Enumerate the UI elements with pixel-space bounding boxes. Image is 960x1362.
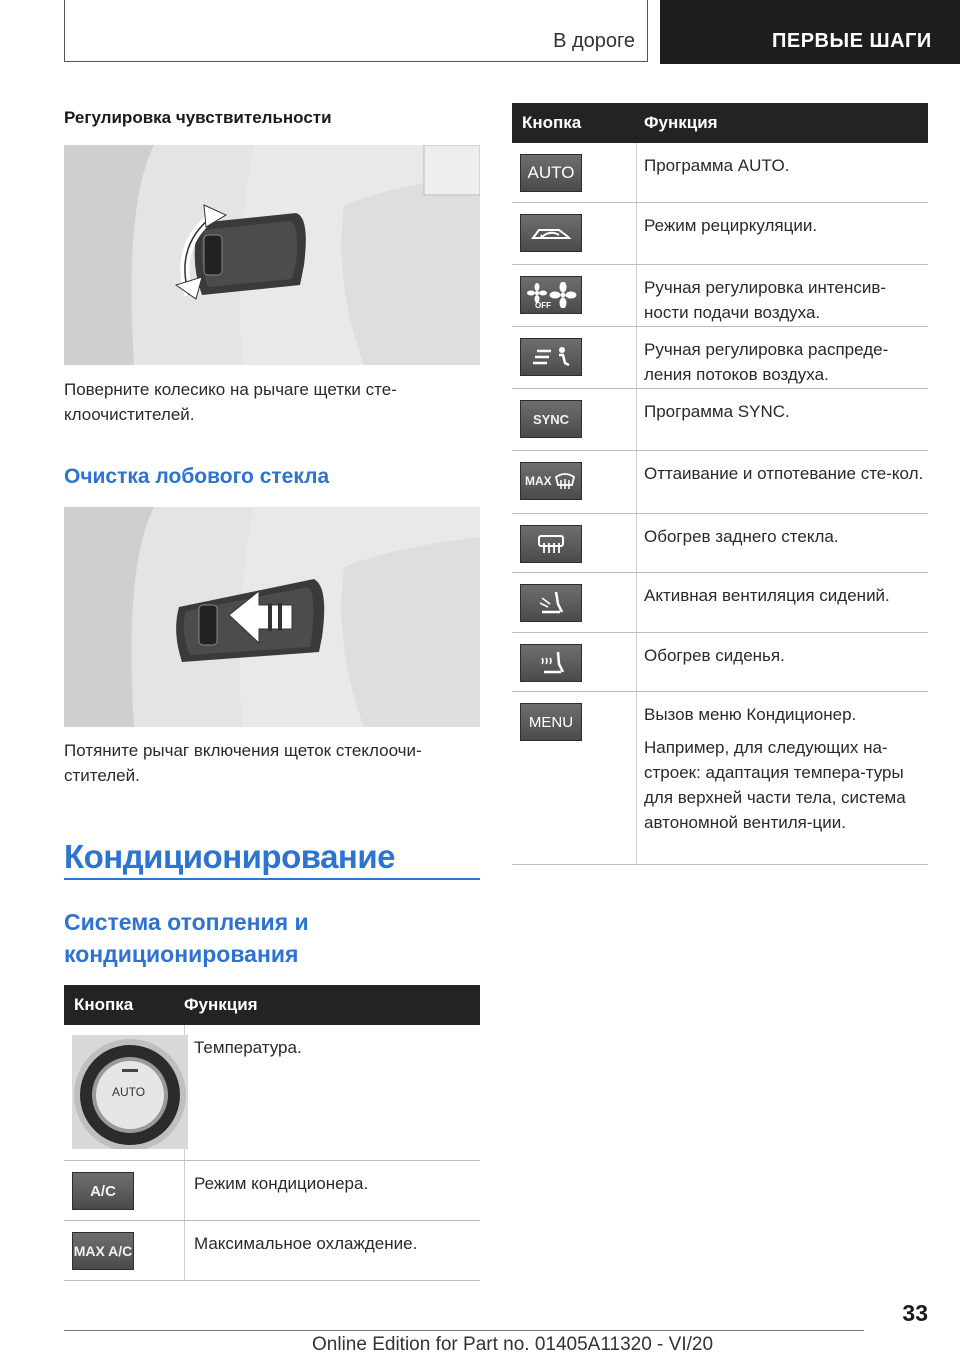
max-ac-button[interactable]: MAX A/C bbox=[72, 1232, 134, 1270]
row-function-text: Обогрев заднего стекла. bbox=[644, 527, 839, 546]
wiper-lever-illustration bbox=[64, 507, 480, 727]
max-defrost-button[interactable] bbox=[520, 462, 582, 500]
temperature-knob-icon[interactable] bbox=[72, 1035, 188, 1149]
table-row bbox=[512, 389, 928, 451]
header-section-title: В дороге bbox=[553, 30, 635, 52]
recirculation-button[interactable] bbox=[520, 214, 582, 252]
row-function-text: Максимальное охлаждение. bbox=[194, 1234, 418, 1253]
row-function-text: Ручная регулировка интенсив-ности подачи воздуха. bbox=[644, 278, 887, 322]
air-distribution-button[interactable] bbox=[520, 338, 582, 376]
col-button-header: Кнопка bbox=[522, 113, 582, 132]
table-row bbox=[512, 451, 928, 514]
wiper-wheel-illustration bbox=[64, 145, 480, 365]
col-button-header: Кнопка bbox=[74, 995, 134, 1014]
table-row bbox=[512, 633, 928, 692]
row-function-text: Оттаивание и отпотевание сте-кол. bbox=[644, 464, 924, 483]
fan-speed-button[interactable] bbox=[520, 276, 582, 314]
footer-edition: Online Edition for Part no. 01405A11320 - VI/20 bbox=[312, 1334, 714, 1355]
system-heading: Система отопления и кондиционирования bbox=[64, 909, 309, 967]
fan-icon bbox=[525, 282, 577, 308]
ac-heading-rule bbox=[64, 878, 480, 880]
header-section-box bbox=[64, 0, 648, 62]
row-function-text: Режим кондиционера. bbox=[194, 1174, 369, 1193]
rear-defrost-button[interactable] bbox=[520, 525, 582, 563]
table-row bbox=[512, 573, 928, 633]
max-label: MAX bbox=[525, 474, 552, 488]
seat-heating-button[interactable] bbox=[520, 644, 582, 682]
seat-ventilation-icon bbox=[536, 590, 566, 616]
row-function-text: Программа SYNC. bbox=[644, 402, 790, 421]
table-row bbox=[512, 514, 928, 573]
washing-text: Потяните рычаг включения щеток стеклоочи-стителей. bbox=[64, 741, 422, 785]
table-row bbox=[512, 203, 928, 265]
ac-heading: Кондиционирование bbox=[64, 838, 396, 875]
row-function-text: Режим рециркуляции. bbox=[644, 216, 818, 235]
auto-button[interactable]: AUTO bbox=[520, 154, 582, 192]
table-row bbox=[512, 143, 928, 203]
seat-heating-icon bbox=[536, 650, 566, 676]
table-header bbox=[512, 103, 928, 143]
row-function-text: Температура. bbox=[194, 1038, 302, 1057]
rear-defrost-icon bbox=[536, 533, 566, 555]
row-function-text bbox=[644, 702, 928, 843]
sync-button[interactable]: SYNC bbox=[520, 400, 582, 438]
header-chapter-title: ПЕРВЫЕ ШАГИ bbox=[772, 30, 932, 52]
recirculation-icon bbox=[529, 222, 573, 244]
controls-table-right bbox=[512, 103, 928, 865]
washing-heading: Очистка лобового стекла bbox=[64, 465, 330, 488]
knob-auto-label: AUTO bbox=[112, 1085, 146, 1099]
col-function-header: Функция bbox=[644, 113, 718, 132]
col-function-header: Функция bbox=[184, 995, 258, 1014]
row-function-text: Ручная регулировка распреде-ления потоков воздуха. bbox=[644, 340, 889, 384]
page-number: 33 bbox=[902, 1300, 928, 1326]
table-row bbox=[64, 1025, 480, 1161]
fan-off-label: OFF bbox=[535, 301, 551, 310]
table-row bbox=[512, 265, 928, 327]
menu-button[interactable]: MENU bbox=[520, 703, 582, 741]
ac-button[interactable]: A/C bbox=[72, 1172, 134, 1210]
controls-table-left bbox=[64, 985, 480, 1281]
table-row bbox=[512, 692, 928, 865]
footer-rule bbox=[64, 1330, 864, 1331]
table-header bbox=[64, 985, 480, 1025]
row-function-text: Обогрев сиденья. bbox=[644, 646, 785, 665]
sensitivity-heading: Регулировка чувствительности bbox=[64, 108, 332, 127]
row-function-text: Программа AUTO. bbox=[644, 156, 790, 175]
windshield-defrost-icon bbox=[554, 471, 576, 491]
header-chapter-box bbox=[660, 0, 960, 64]
menu-function-extra: Например, для следующих на-строек: адаптация темпера-туры для верхней части тела, система автономной вентиля-ции. bbox=[644, 738, 906, 832]
sensitivity-text: Поверните колесико на рычаге щетки сте-клоочистителей. bbox=[64, 380, 397, 424]
row-function-text: Активная вентиляция сидений. bbox=[644, 586, 890, 605]
menu-function-text: Вызов меню Кондиционер. bbox=[644, 705, 857, 724]
air-distribution-icon bbox=[529, 345, 573, 369]
seat-ventilation-button[interactable] bbox=[520, 584, 582, 622]
table-row bbox=[512, 327, 928, 389]
table-row bbox=[64, 1221, 480, 1281]
table-row bbox=[64, 1161, 480, 1221]
